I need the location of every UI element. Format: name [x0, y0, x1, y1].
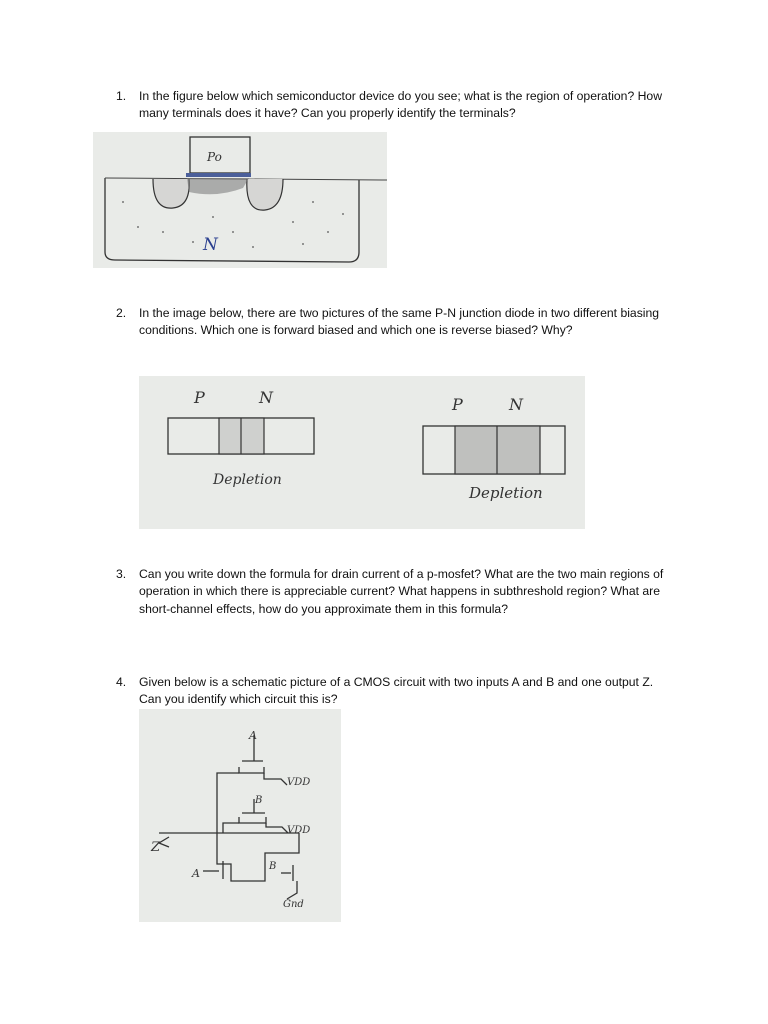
- dopant-dots: [122, 201, 344, 248]
- cmos-sketch-photo: [139, 709, 341, 922]
- mosfet-sketch: [93, 132, 387, 268]
- output-arrow: [159, 837, 169, 847]
- gnd-wire: [287, 881, 297, 899]
- question-number: 3.: [116, 567, 127, 581]
- vdd-label-2: VDD: [287, 825, 311, 836]
- diode-sketch: [139, 376, 585, 529]
- output-z-label: Z: [151, 840, 161, 855]
- gate-label: Po: [207, 150, 222, 164]
- question-3: [116, 566, 676, 618]
- mosfet-sketch-photo: [93, 132, 387, 268]
- question-number: 1.: [116, 89, 127, 103]
- vdd-wire-2: [266, 823, 288, 833]
- vdd-wire-1: [264, 773, 287, 785]
- question-1: [116, 88, 676, 123]
- input-b-label: B: [269, 861, 277, 872]
- question-2: [116, 305, 676, 340]
- input-a-top-label: A: [249, 729, 257, 742]
- p-label: P: [194, 388, 205, 407]
- gnd-label: Gnd: [283, 899, 304, 910]
- question-text: Given below is a schematic picture of a CMOS circuit with two inputs A and B and one output Z. Can you identify which circuit this is?: [139, 675, 654, 707]
- question-4: [116, 674, 676, 709]
- diode-sketch-photo: [139, 376, 585, 529]
- vdd-label-1: VDD: [287, 777, 311, 788]
- question-text: In the figure below which semiconductor device do you see; what is the region of operation? How many terminals does it have? Can you properly identify the terminals?: [139, 89, 663, 121]
- depletion-label: Depletion: [469, 484, 543, 502]
- n-label: N: [509, 395, 523, 414]
- diode-left: [168, 388, 314, 488]
- question-text: Can you write down the formula for drain current of a p-mosfet? What are the two main regions of operation in which there is appreciable current? What happens in subthreshold region? What are short-channel effects, how do you approximate them in this formula?: [139, 567, 664, 616]
- question-number: 2.: [116, 306, 127, 320]
- drain-well: [247, 179, 283, 210]
- n-label: N: [259, 388, 273, 407]
- depletion-label: Depletion: [213, 472, 282, 488]
- p-label: P: [452, 395, 463, 414]
- diode-right: [423, 395, 565, 502]
- source-well: [153, 179, 189, 208]
- input-b-top-label: B: [255, 795, 263, 806]
- cmos-schematic: [139, 709, 341, 922]
- input-a-label: A: [192, 867, 200, 880]
- channel-region: [187, 178, 249, 194]
- substrate-label: N: [203, 235, 218, 255]
- question-number: 4.: [116, 675, 127, 689]
- question-text: In the image below, there are two pictures of the same P-N junction diode in two different biasing conditions. Which one is forward biased and which one is reverse biased? Why?: [139, 306, 660, 338]
- gate-oxide: [186, 173, 251, 177]
